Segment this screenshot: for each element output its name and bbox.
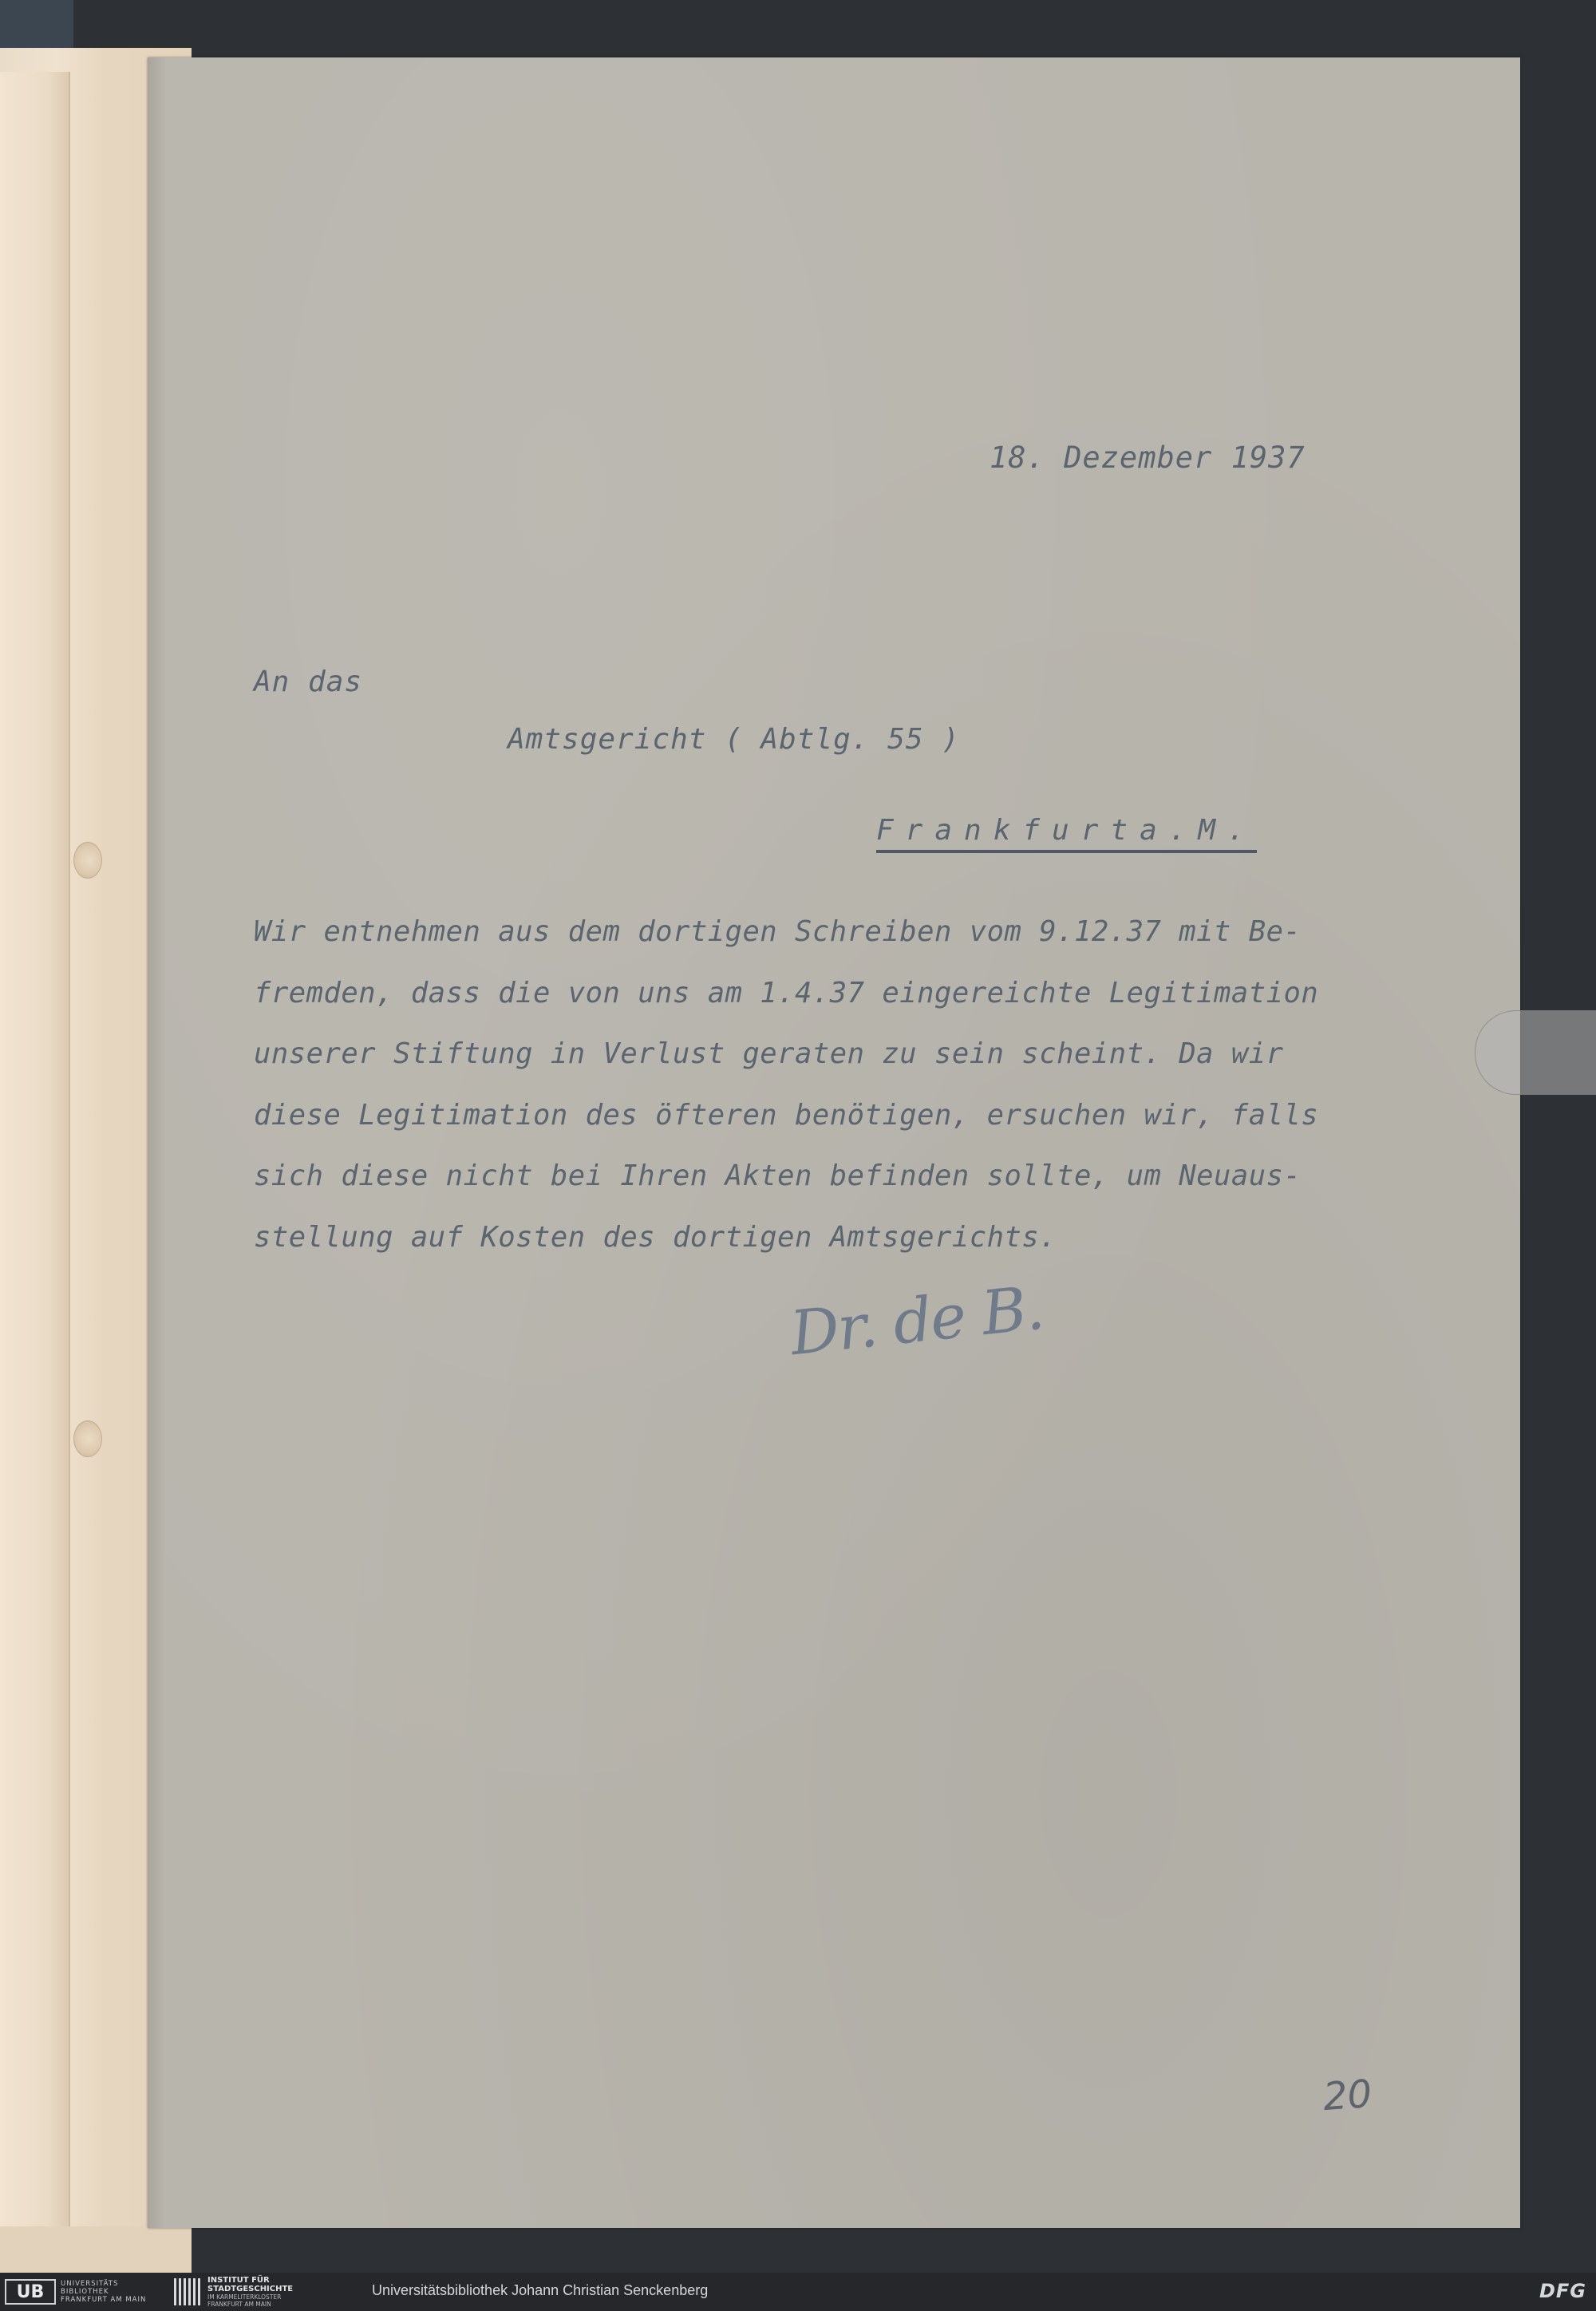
isg-logo[interactable] xyxy=(174,2277,293,2306)
body-line: diese Legitimation des öfteren benötigen, ersuchen wir, falls xyxy=(254,1098,1319,1132)
body-line: sich diese nicht bei Ihren Akten befinden sollte, um Neuaus- xyxy=(254,1159,1302,1192)
ub-text-line: FRANKFURT AM MAIN xyxy=(61,2296,147,2304)
isg-logo-text xyxy=(207,2276,293,2308)
punch-hole xyxy=(73,1420,102,1457)
ub-logo-mark: UB xyxy=(5,2279,56,2305)
isg-text-line: INSTITUT FÜR xyxy=(207,2276,270,2285)
letter-body xyxy=(254,902,1318,1268)
ub-logo[interactable] xyxy=(5,2277,146,2306)
footer-bar xyxy=(0,2273,1596,2311)
letter-salutation: An das xyxy=(254,666,363,698)
binder-tab xyxy=(0,0,73,48)
letter-recipient: Amtsgericht ( Abtlg. 55 ) xyxy=(508,723,960,756)
ub-text-line: UNIVERSITÄTS xyxy=(61,2280,119,2288)
page-number: 20 xyxy=(1321,2071,1373,2120)
isg-text-line: IM KARMELITERKLOSTER xyxy=(207,2293,282,2301)
body-line: unserer Stiftung in Verlust geraten zu sein scheint. Da wir xyxy=(254,1037,1284,1070)
letter-date: 18. Dezember 1937 xyxy=(990,440,1306,475)
ub-text-line: BIBLIOTHEK xyxy=(61,2288,109,2296)
letter-city: Frankfurta.M. xyxy=(876,814,1257,853)
handwritten-signature: Dr. de B. xyxy=(787,1271,1046,1369)
body-line: fremden, dass die von uns am 1.4.37 eingereichte Legitimation xyxy=(254,976,1319,1009)
isg-text-line: STADTGESCHICHTE xyxy=(207,2285,294,2293)
dfg-logo[interactable]: DFG xyxy=(1539,2280,1586,2302)
body-line: stellung auf Kosten des dortigen Amtsgerichts. xyxy=(254,1220,1057,1254)
ub-logo-text xyxy=(61,2280,146,2304)
folder-bottom xyxy=(0,2226,192,2274)
plastic-tab xyxy=(1475,1010,1596,1095)
punch-hole xyxy=(73,842,102,879)
isg-text-line: FRANKFURT AM MAIN xyxy=(207,2301,271,2308)
footer-caption: Universitätsbibliothek Johann Christian Senckenberg xyxy=(372,2282,709,2298)
folder-edge xyxy=(0,72,70,2274)
body-line: Wir entnehmen aus dem dortigen Schreiben vom 9.12.37 mit Be- xyxy=(254,915,1302,948)
isg-logo-icon xyxy=(174,2278,201,2305)
sheet-fold-shadow xyxy=(148,57,165,2228)
